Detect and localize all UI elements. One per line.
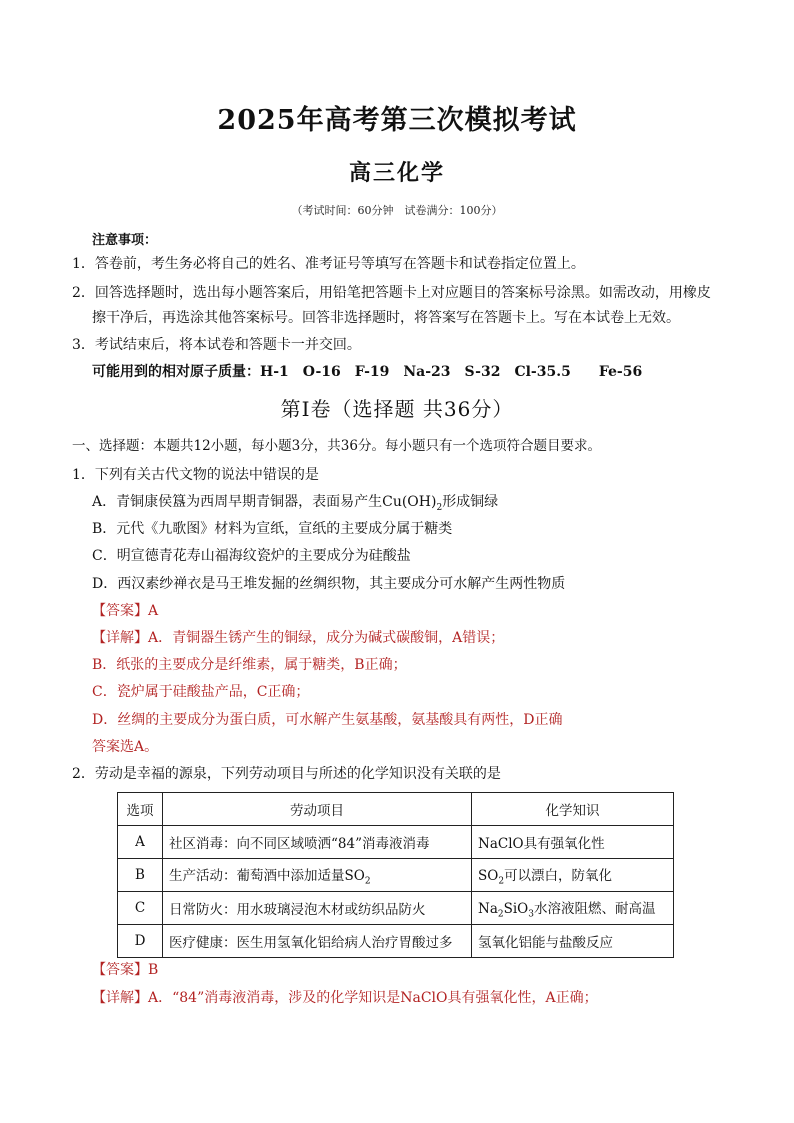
table-cell-item: 日常防火：用水玻璃浸泡木材或纺织品防火 — [163, 892, 472, 925]
detail-text: A．青铜器生锈产生的铜绿，成分为碱式碳酸铜，A错误； — [148, 630, 505, 646]
option-text-tail: 形成铜绿 — [442, 494, 499, 510]
notice-item-1 — [72, 254, 585, 274]
cell-text-tail: 可以漂白，防氧化 — [504, 867, 613, 884]
question-1-option-b: B．元代《九歌图》材料为宣纸，宣纸的主要成分属于糖类 — [92, 521, 453, 537]
table-cell-item — [163, 859, 472, 892]
table-header: 化学知识 — [472, 793, 674, 826]
table-cell-item: 医疗健康：医生用氢氧化铝给病人治疗胃酸过多 — [163, 925, 472, 958]
notice-item-number: 1． — [72, 256, 95, 272]
atomic-masses: 可能用到的相对原子质量：H-1 O-16 F-19 Na-23 S-32 Cl-35.5 Fe-56 — [92, 364, 643, 380]
section-instruction: 一、选择题：本题共12小题，每小题3分，共36分。每小题只有一个选项符合题目要求。 — [72, 438, 601, 454]
formula-subscript: 2 — [364, 876, 371, 887]
exam-time-info: （考试时间：60分钟 试卷满分：100分） — [291, 204, 503, 217]
exam-title: 2025年高考第三次模拟考试 — [217, 105, 577, 136]
notice-item-text: 考试结束后，将本试卷和答题卡一并交回。 — [94, 337, 361, 353]
exam-subtitle: 高三化学 — [348, 160, 445, 186]
table-cell-knowledge: NaClO具有强氧化性 — [472, 826, 674, 859]
question-1-stem: 1．下列有关古代文物的说法中错误的是 — [72, 467, 319, 483]
option-text: A．青铜康侯簋为西周早期青铜器，表面易产生Cu(OH) — [92, 494, 437, 510]
detail-text: A．“84”消毒液消毒，涉及的化学知识是NaClO具有强氧化性，A正确； — [148, 990, 598, 1006]
question-2-detail-a — [92, 988, 598, 1008]
table-row — [118, 925, 674, 958]
formula-subscript: 3 — [528, 909, 534, 920]
notice-heading: 注意事项： — [92, 233, 158, 248]
section-title: 第Ⅰ卷（选择题 共36分） — [280, 397, 514, 421]
cell-text: Na — [478, 900, 498, 917]
question-2-answer — [92, 960, 158, 980]
table-cell-option: A — [118, 826, 163, 859]
formula-subscript: 2 — [497, 909, 504, 920]
table-header: 选项 — [118, 793, 163, 826]
question-1-answer — [92, 601, 158, 621]
answer-tag: 【答案】 — [92, 603, 148, 619]
question-1-option-d: D．西汉素纱禅衣是马王堆发掘的丝绸织物，其主要成分可水解产生两性物质 — [92, 576, 566, 592]
table-header: 劳动项目 — [163, 793, 472, 826]
question-1-detail-a — [92, 628, 504, 648]
table-cell-option: B — [118, 859, 163, 892]
answer-value: A — [148, 603, 159, 619]
table-cell-knowledge — [472, 892, 674, 925]
table-row — [118, 826, 674, 859]
question-1-conclusion: 答案选A。 — [92, 739, 159, 755]
notice-item-3 — [72, 335, 361, 355]
detail-tag: 【详解】 — [92, 990, 148, 1006]
question-2-stem: 2．劳动是幸福的源泉，下列劳动项目与所述的化学知识没有关联的是 — [72, 766, 501, 782]
cell-text: SO — [478, 867, 499, 884]
question-1-detail-b: B．纸张的主要成分是纤维素，属于糖类，B正确； — [92, 657, 407, 673]
notice-item-number: 2． — [72, 285, 95, 301]
answer-value: B — [148, 962, 159, 978]
notice-item-2-continued: 擦干净后，再选涂其他答案标号。回答非选择题时，将答案写在答题卡上。写在本试卷上无效。 — [92, 310, 680, 326]
table-cell-option: D — [118, 925, 163, 958]
table-cell-item: 社区消毒：向不同区域喷洒“84”消毒液消毒 — [163, 826, 472, 859]
question-1-detail-d: D．丝绸的主要成分为蛋白质，可水解产生氨基酸，氨基酸具有两性，D正确 — [92, 712, 563, 728]
table-cell-knowledge: 氢氧化铝能与盐酸反应 — [472, 925, 674, 958]
table-header-row — [118, 793, 674, 826]
question-2-table — [117, 792, 674, 958]
cell-text-mid: SiO — [503, 900, 529, 917]
notice-item-text: 答卷前，考生务必将自己的姓名、准考证号等填写在答题卡和试卷指定位置上。 — [94, 256, 585, 272]
notice-item-text: 回答选择题时，选出每小题答案后，用铅笔把答题卡上对应题目的答案标号涂黑。如需改动，用橡皮 — [94, 285, 711, 301]
question-1-detail-c: C．瓷炉属于硅酸盐产品，C正确； — [92, 684, 310, 700]
detail-tag: 【详解】 — [92, 630, 148, 646]
table-cell-knowledge — [472, 859, 674, 892]
table-row — [118, 859, 674, 892]
table-cell-option: C — [118, 892, 163, 925]
table-row — [118, 892, 674, 925]
formula-subscript: 2 — [498, 876, 505, 887]
cell-text: 生产活动：葡萄酒中添加适量SO — [169, 867, 365, 884]
answer-tag: 【答案】 — [92, 962, 148, 978]
cell-text-tail: 水溶液阻燃、耐高温 — [533, 900, 656, 917]
formula-subscript: 2 — [436, 502, 443, 513]
notice-item-number: 3． — [72, 337, 95, 353]
question-1-option-c: C．明宣德青花寿山福海纹瓷炉的主要成分为硅酸盐 — [92, 548, 411, 564]
question-1-option-a — [92, 492, 498, 518]
notice-item-2 — [72, 283, 711, 303]
